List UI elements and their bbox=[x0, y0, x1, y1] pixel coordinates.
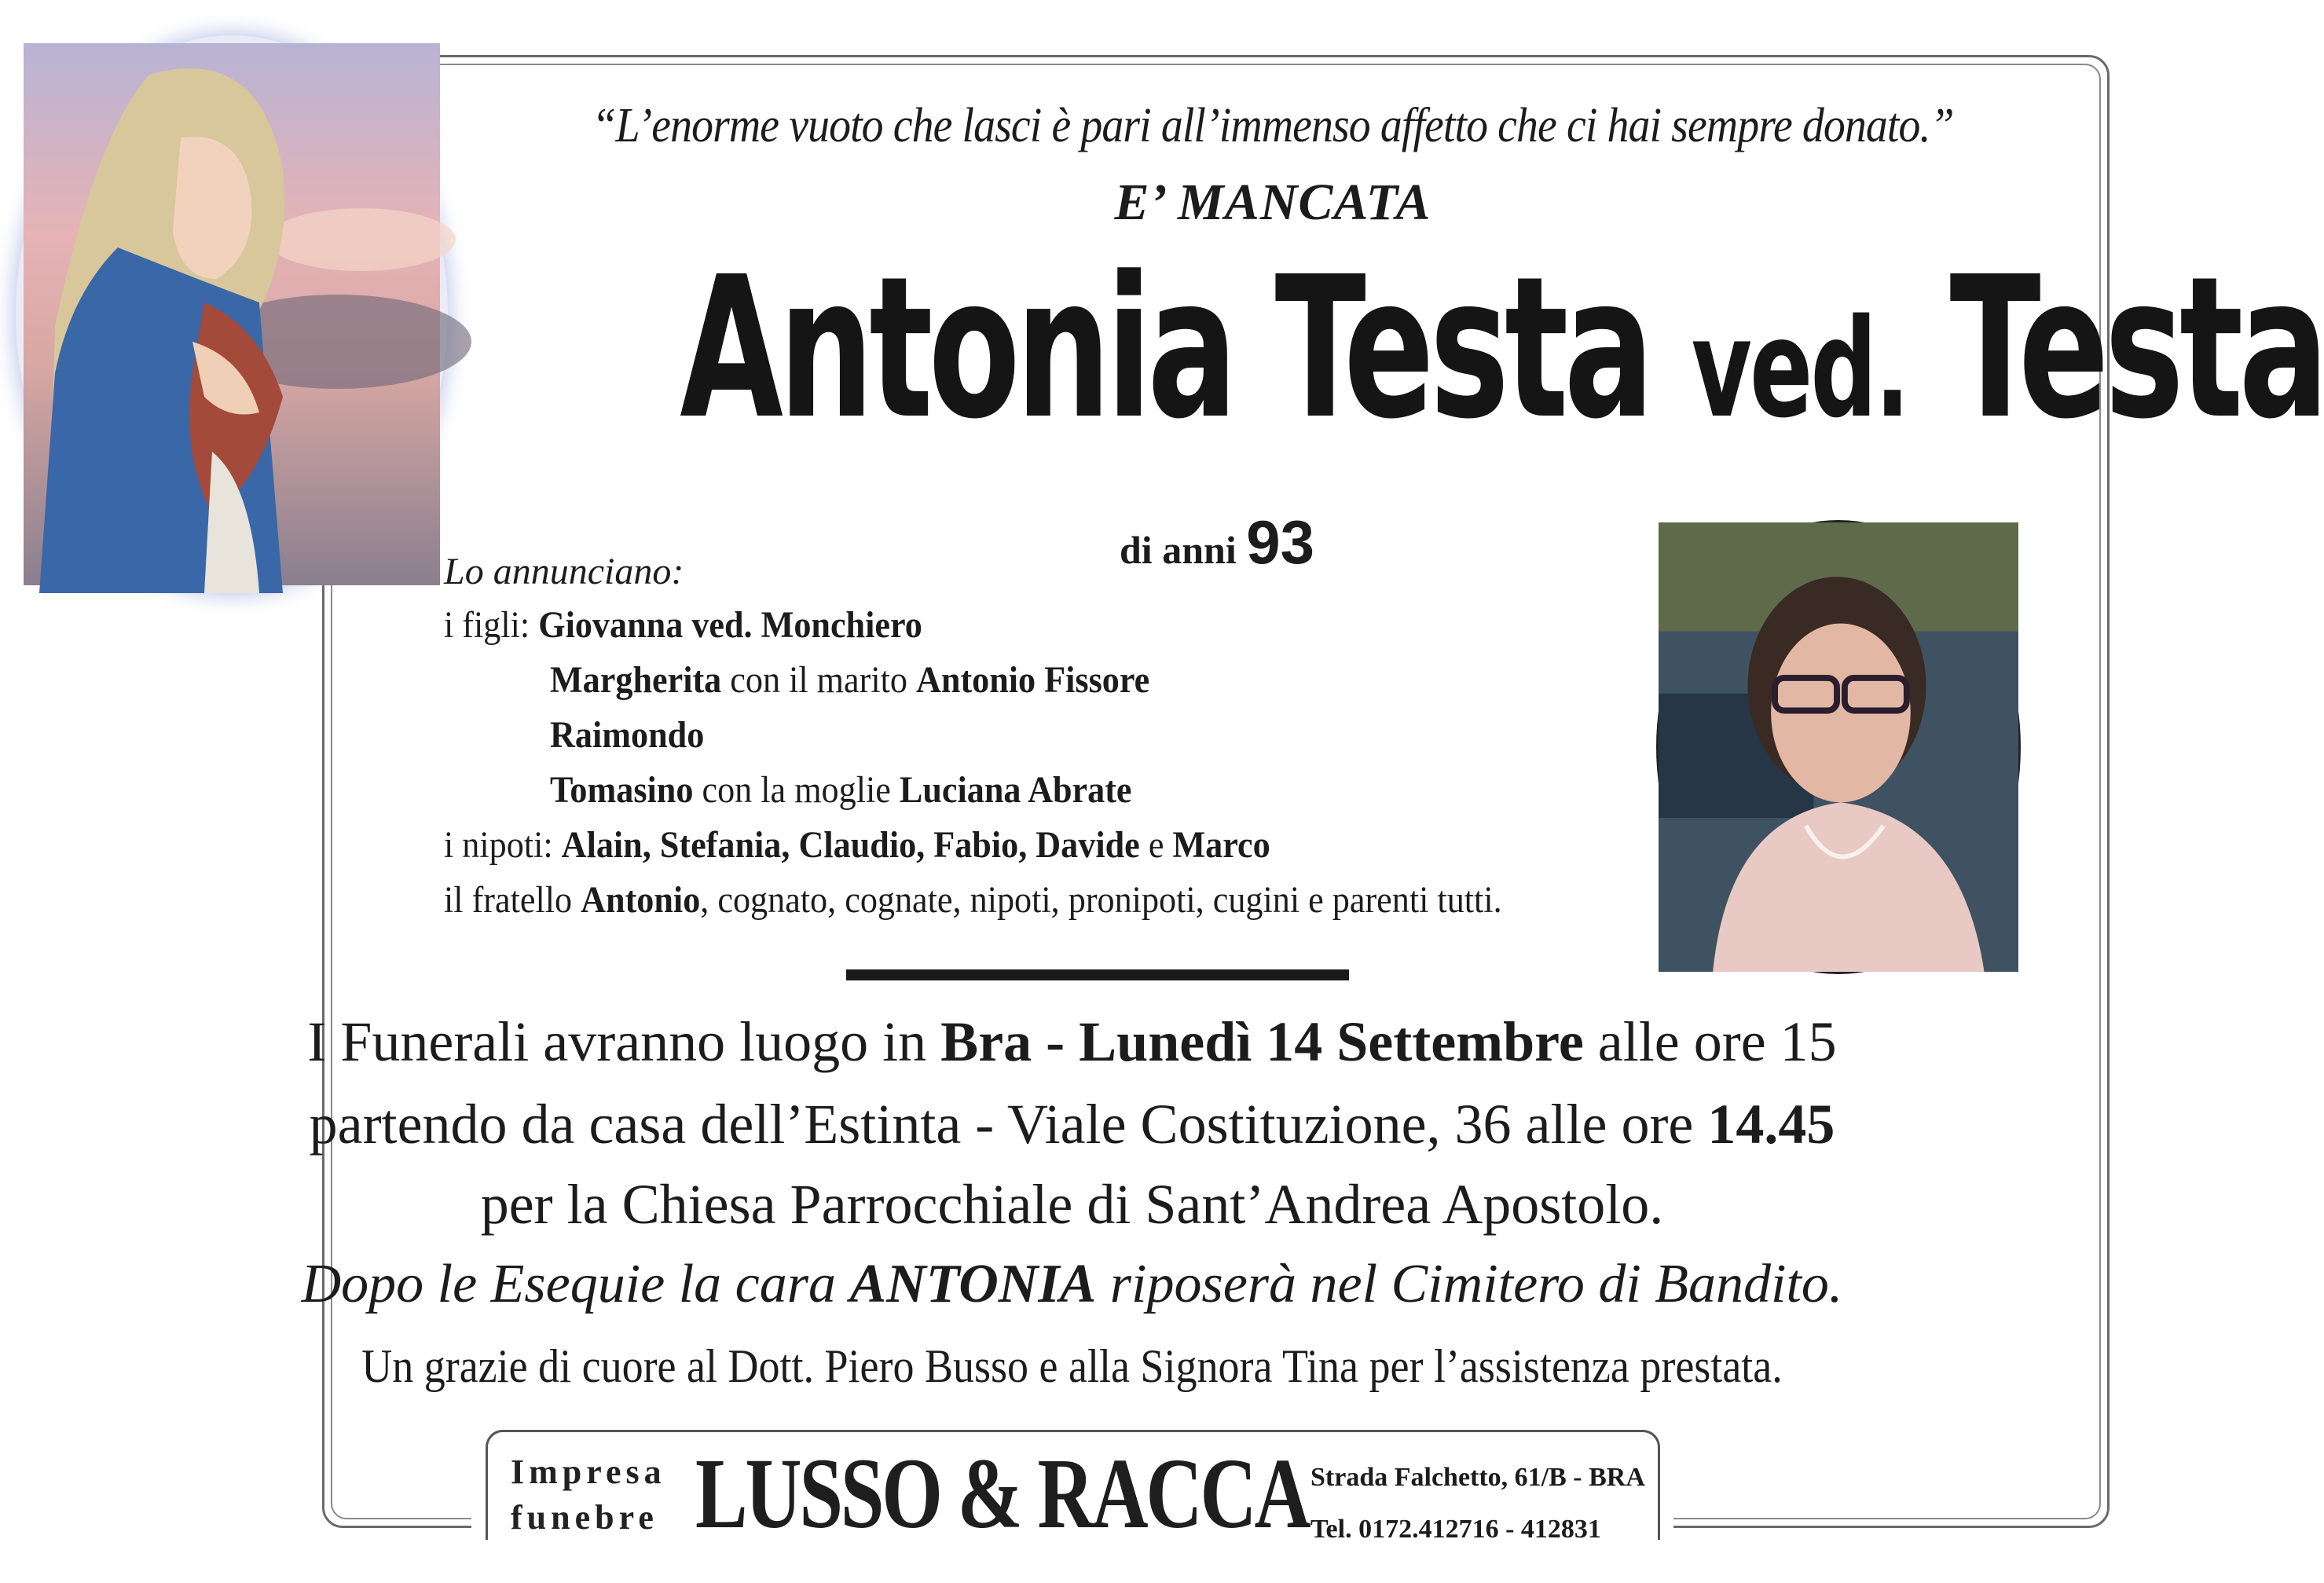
children-line-4 bbox=[550, 768, 1132, 812]
funeral-l2-a: partendo da casa dell’Estinta - Viale Costituzione, 36 alle ore bbox=[309, 1093, 1694, 1156]
grandchildren-line bbox=[444, 823, 1270, 867]
other-relatives: , cognato, cognate, nipoti, pronipoti, cugini e parenti tutti. bbox=[700, 879, 1502, 921]
grand-and: e bbox=[1148, 824, 1164, 866]
label-impresa: Impresa bbox=[511, 1453, 666, 1491]
name-first: Antonia Testa bbox=[680, 236, 1650, 463]
child-4-name: Tomasino bbox=[550, 769, 694, 811]
child-2-name: Margherita bbox=[550, 659, 722, 701]
age bbox=[1120, 507, 1314, 578]
children-line-3 bbox=[550, 713, 704, 757]
thanks-line: Un grazie di cuore al Dott. Piero Busso e alla Signora Tina per l’assistenza prestata. bbox=[361, 1340, 1783, 1392]
funeral-line-3: per la Chiesa Parrocchiale di Sant’Andrea Apostolo. bbox=[480, 1173, 1664, 1236]
funeral-line-1 bbox=[94, 1010, 2050, 1075]
children-line-2 bbox=[550, 658, 1149, 702]
child-1: Giovanna ved. Monchiero bbox=[538, 604, 922, 646]
child-3: Raimondo bbox=[550, 714, 705, 756]
funeral-home-contact bbox=[1310, 1452, 1645, 1556]
funeral-l4-a: Dopo le Esequie la cara bbox=[301, 1254, 836, 1314]
child-4-mid: con la moglie bbox=[702, 769, 891, 811]
grand-names: Alain, Stefania, Claudio, Fabio, Davide bbox=[561, 824, 1140, 866]
deceased-name bbox=[680, 236, 2324, 463]
funeral-l2-b: 14.45 bbox=[1707, 1093, 1835, 1156]
funeral-l4-c: riposerà nel Cimitero di Bandito. bbox=[1109, 1254, 1843, 1314]
announcers-label: Lo annunciano: bbox=[444, 551, 684, 592]
funeral-home-address: Strada Falchetto, 61/B - BRA bbox=[1310, 1463, 1645, 1492]
brother-prefix: il fratello bbox=[444, 879, 573, 921]
funeral-l1-a: I Funerali avranno luogo in bbox=[307, 1010, 927, 1073]
child-2-mid: con il marito bbox=[730, 659, 907, 701]
children-line-1 bbox=[444, 603, 922, 647]
child-2-spouse: Antonio Fissore bbox=[915, 659, 1150, 701]
age-value: 93 bbox=[1246, 508, 1314, 577]
funeral-home-label bbox=[511, 1449, 666, 1541]
madonna-image bbox=[24, 43, 440, 585]
funeral-line-4 bbox=[94, 1253, 2050, 1316]
age-prefix: di anni bbox=[1120, 528, 1237, 572]
funeral-l1-b: Bra - Lunedì 14 Settembre bbox=[940, 1010, 1584, 1073]
brother-line bbox=[444, 878, 1502, 922]
funeral-l1-c: alle ore 15 bbox=[1597, 1010, 1837, 1073]
quote-text: “L’enorme vuoto che lasci è pari all’immenso affetto che ci hai sempre donato.” bbox=[592, 99, 1954, 152]
children-prefix: i figli: bbox=[444, 604, 530, 646]
label-funebre: funebre bbox=[511, 1498, 658, 1537]
funeral-line-2 bbox=[94, 1092, 2050, 1157]
brother-name: Antonio bbox=[581, 879, 701, 921]
child-4-spouse: Luciana Abrate bbox=[899, 769, 1132, 811]
funeral-l4-b: ANTONIA bbox=[849, 1254, 1097, 1314]
divider-bar bbox=[846, 969, 1349, 980]
funeral-home-name: LUSSO & RACCA bbox=[695, 1438, 1309, 1549]
intro-heading: E’ MANCATA bbox=[1114, 174, 1431, 231]
deceased-portrait bbox=[1656, 520, 2021, 974]
name-ved: ved. bbox=[1691, 289, 1908, 448]
funeral-home-phone: Tel. 0172.412716 - 412831 bbox=[1310, 1515, 1601, 1544]
grand-prefix: i nipoti: bbox=[444, 824, 553, 866]
name-last: Testa bbox=[1949, 236, 2324, 463]
grand-last: Marco bbox=[1172, 824, 1270, 866]
